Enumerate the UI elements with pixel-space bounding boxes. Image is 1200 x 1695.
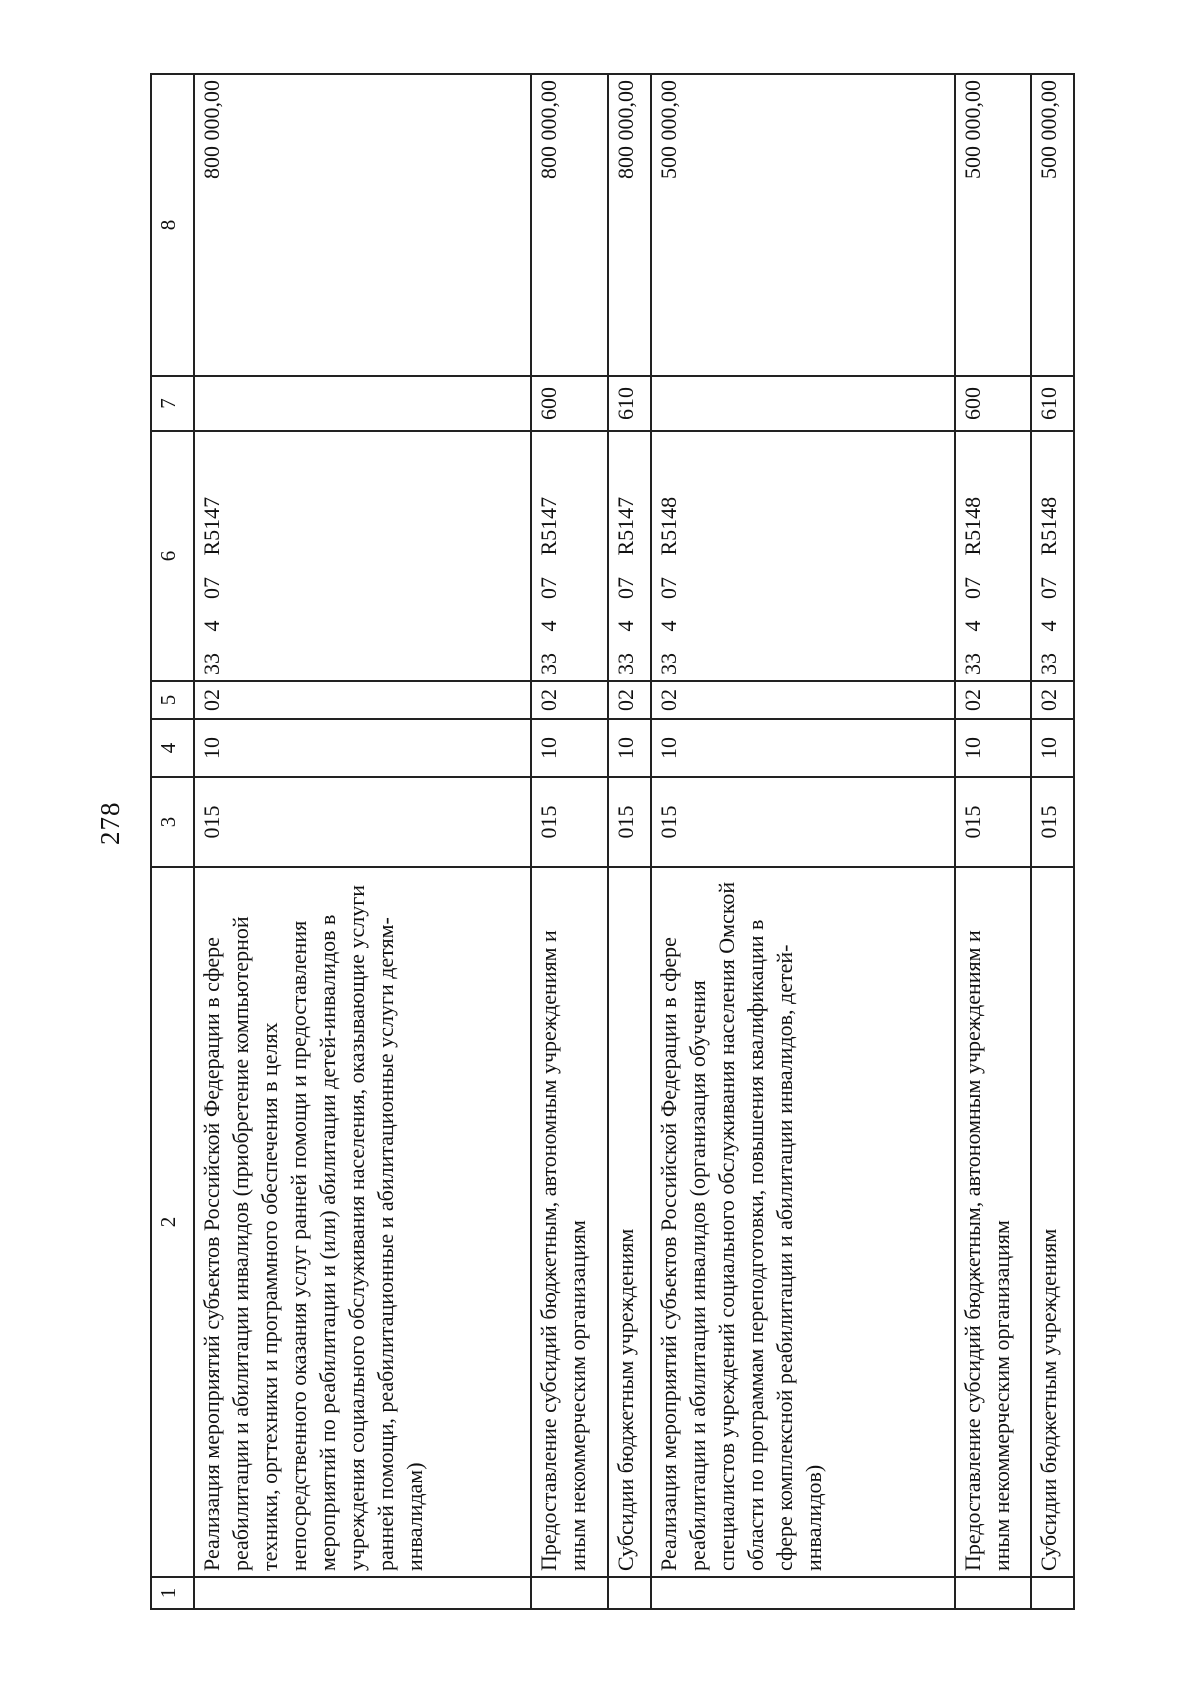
subsection-code: 02 <box>608 681 651 719</box>
table-row <box>608 74 651 1609</box>
row-index-cell <box>194 1577 532 1609</box>
column-header-row <box>151 74 194 1609</box>
row-index-cell <box>608 1577 651 1609</box>
table-row <box>1031 74 1074 1609</box>
target-article-code: 33 4 07 R5148 <box>651 431 955 681</box>
row-name: Субсидии бюджетным учреждениям <box>608 867 651 1577</box>
section-code: 10 <box>531 719 608 777</box>
table-row <box>955 74 1032 1609</box>
expense-type-code: 610 <box>1031 376 1074 431</box>
table-row <box>651 74 955 1609</box>
target-article-code: 33 4 07 R5148 <box>955 431 1032 681</box>
amount: 500 000,00 <box>651 74 955 376</box>
column-header: 3 <box>151 777 194 867</box>
column-header: 6 <box>151 431 194 681</box>
table-row <box>531 74 608 1609</box>
row-name: Предоставление субсидий бюджетным, автономным учреждениям и иным некоммерческим организациям <box>531 867 608 1577</box>
section-code: 10 <box>1031 719 1074 777</box>
admin-code: 015 <box>1031 777 1074 867</box>
column-header: 4 <box>151 719 194 777</box>
section-code: 10 <box>194 719 532 777</box>
admin-code: 015 <box>531 777 608 867</box>
column-header: 7 <box>151 376 194 431</box>
row-name: Субсидии бюджетным учреждениям <box>1031 867 1074 1577</box>
admin-code: 015 <box>651 777 955 867</box>
column-header: 5 <box>151 681 194 719</box>
target-article-code: 33 4 07 R5147 <box>608 431 651 681</box>
admin-code: 015 <box>608 777 651 867</box>
subsection-code: 02 <box>955 681 1032 719</box>
subsection-code: 02 <box>531 681 608 719</box>
row-index-cell <box>955 1577 1032 1609</box>
row-name: Реализация мероприятий субъектов Российской Федерации в сфере реабилитации и абилитации инвалидов (приобретение компьютерной техники, оргтехники и программного обеспечения в целях непосредственного оказания услуг ранней помощи и предоставления мероприятий по реабилитации и (или) абилитации детей-инвалидов в учреждения социального обслуживания населения, оказывающие услуги ранней помощи, реабилитационные и абилитационные услуги детям-инвалидам) <box>194 867 532 1577</box>
row-name: Реализация мероприятий субъектов Российской Федерации в сфере реабилитации и абилитации инвалидов (организация обучения специалистов учреждений социального обслуживания населения Омской области по программам переподготовки, повышения квалификации в сфере комплексной реабилитации и абилитации инвалидов, детей-инвалидов) <box>651 867 955 1577</box>
expense-type-code <box>651 376 955 431</box>
budget-table <box>150 73 1075 1610</box>
amount: 800 000,00 <box>194 74 532 376</box>
admin-code: 015 <box>194 777 532 867</box>
target-article-code: 33 4 07 R5147 <box>194 431 532 681</box>
admin-code: 015 <box>955 777 1032 867</box>
amount: 500 000,00 <box>1031 74 1074 376</box>
page-number: 278 <box>95 801 125 845</box>
amount: 800 000,00 <box>531 74 608 376</box>
table-row <box>194 74 532 1609</box>
target-article-code: 33 4 07 R5147 <box>531 431 608 681</box>
subsection-code: 02 <box>194 681 532 719</box>
amount: 800 000,00 <box>608 74 651 376</box>
subsection-code: 02 <box>1031 681 1074 719</box>
expense-type-code: 600 <box>955 376 1032 431</box>
target-article-code: 33 4 07 R5148 <box>1031 431 1074 681</box>
rotated-page <box>150 75 1075 1610</box>
column-header: 2 <box>151 867 194 1577</box>
row-index-cell <box>1031 1577 1074 1609</box>
expense-type-code <box>194 376 532 431</box>
expense-type-code: 600 <box>531 376 608 431</box>
subsection-code: 02 <box>651 681 955 719</box>
expense-type-code: 610 <box>608 376 651 431</box>
column-header: 1 <box>151 1577 194 1609</box>
section-code: 10 <box>608 719 651 777</box>
row-name: Предоставление субсидий бюджетным, автономным учреждениям и иным некоммерческим организациям <box>955 867 1032 1577</box>
section-code: 10 <box>955 719 1032 777</box>
section-code: 10 <box>651 719 955 777</box>
amount: 500 000,00 <box>955 74 1032 376</box>
row-index-cell <box>651 1577 955 1609</box>
column-header: 8 <box>151 74 194 376</box>
row-index-cell <box>531 1577 608 1609</box>
